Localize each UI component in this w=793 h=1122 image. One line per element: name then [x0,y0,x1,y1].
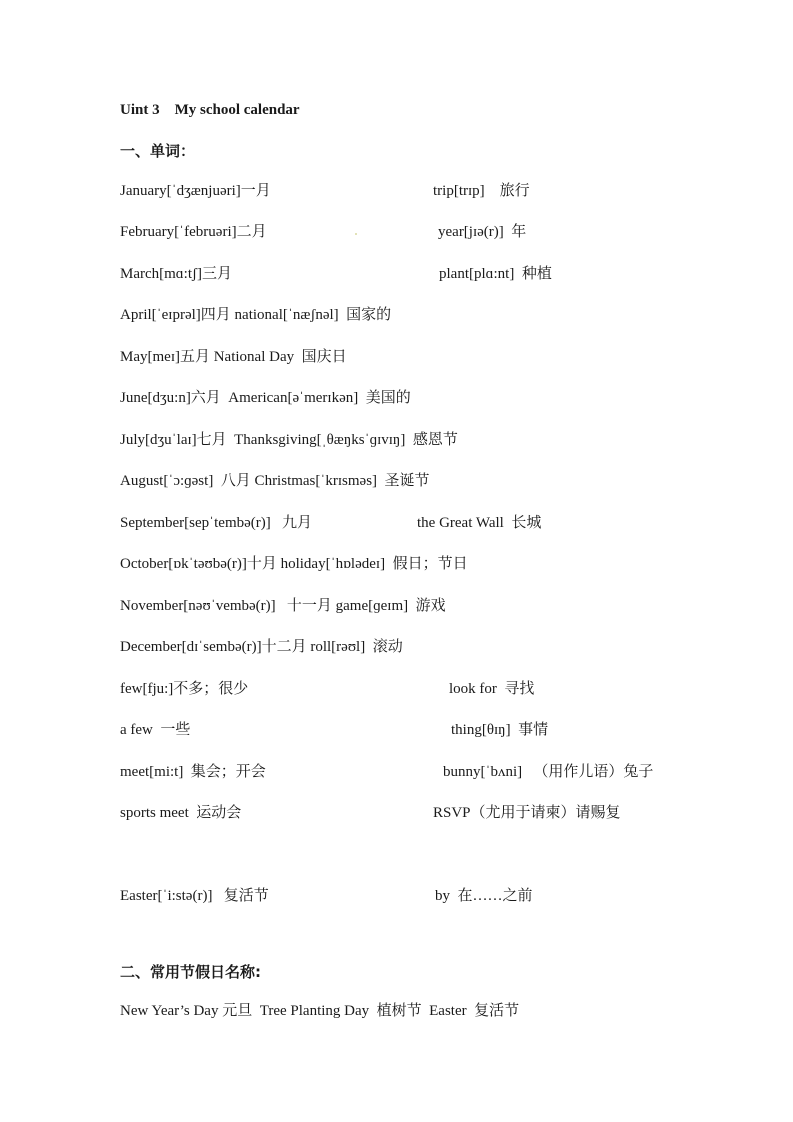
stray-mark [355,233,357,235]
vocab-entry: plant[plɑ:nt] 种植 [439,266,552,282]
vocab-entry: February[ˈfebruəri]二月 [120,224,267,240]
vocab-entry: August[ˈɔ:ɡəst] 八月 Christmas[ˈkrɪsməs] 圣诞节 [120,473,430,489]
vocab-entry: March[mɑ:tʃ]三月 [120,266,232,282]
vocab-entry: September[sepˈtembə(r)] 九月 [120,515,313,531]
vocab-entry: November[nəʊˈvembə(r)] 十一月 game[ɡeɪm] 游戏 [120,598,446,614]
vocab-entry: May[meɪ]五月 National Day 国庆日 [120,349,347,365]
vocab-entry: RSVP（尤用于请柬）请赐复 [433,805,621,821]
vocab-entry: the Great Wall 长城 [417,515,542,531]
vocab-entry: January[ˈdʒænjuəri]一月 [120,183,271,199]
holiday-names-line: New Year’s Day 元旦 Tree Planting Day 植树节 Easter 复活节 [120,1003,520,1019]
vocab-entry: by 在……之前 [435,888,533,904]
vocab-entry: Easter[ˈi:stə(r)] 复活节 [120,888,269,904]
vocab-entry: July[dʒuˈlaɪ]七月 Thanksgiving[ˌθæŋksˈɡɪvɪŋ] 感恩节 [120,432,458,448]
vocab-entry: December[dɪˈsembə(r)]十二月 roll[rəʊl] 滚动 [120,639,403,655]
vocab-entry: October[ɒkˈtəʊbə(r)]十月 holiday[ˈhɒlədeɪ] 假日；节日 [120,556,468,572]
page-title: Uint 3 My school calendar [120,102,300,118]
vocab-entry: trip[trɪp] 旅行 [433,183,530,199]
vocab-entry: year[jɪə(r)] 年 [438,224,527,240]
vocab-entry: meet[mi:t] 集会；开会 [120,764,266,780]
vocab-entry: June[dʒu:n]六月 American[əˈmerɪkən] 美国的 [120,390,411,406]
section-heading-holidays: 二、常用节假日名称: [120,963,261,981]
vocab-entry: April[ˈeɪprəl]四月 national[ˈnæʃnəl] 国家的 [120,307,392,323]
vocab-entry: a few 一些 [120,722,191,738]
vocab-entry: sports meet 运动会 [120,805,242,821]
section-heading-vocabulary: 一、单词： [120,142,196,160]
vocab-entry: thing[θɪŋ] 事情 [451,722,549,738]
vocab-entry: bunny[ˈbʌni] （用作儿语）兔子 [443,764,654,780]
vocab-entry: few[fju:]不多；很少 [120,681,249,697]
vocab-entry: look for 寻找 [449,681,535,697]
